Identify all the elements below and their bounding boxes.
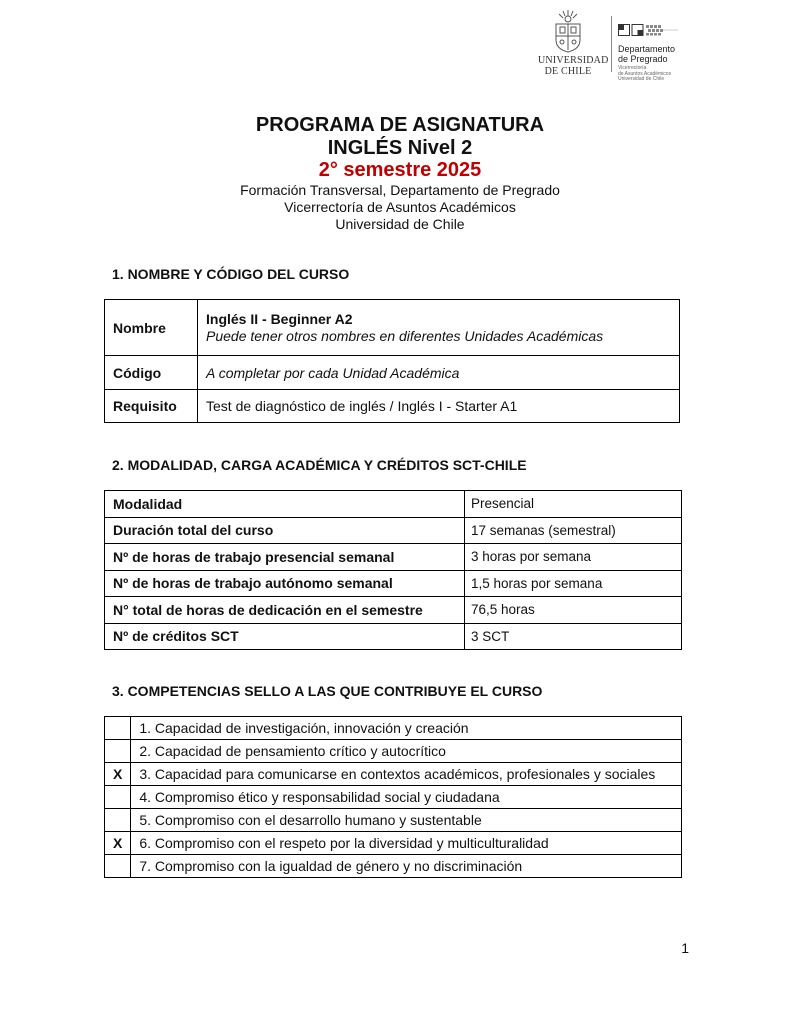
- table-row: [105, 809, 682, 832]
- row-label: Nº de créditos SCT: [105, 623, 465, 650]
- competency-text: 5. Compromiso con el desarrollo humano y sustentable: [131, 809, 682, 832]
- row-label: Requisito: [105, 390, 198, 423]
- table-row: [105, 390, 680, 423]
- table-row: [105, 623, 682, 650]
- department-subtitle: Vicerrectoría de Asuntos Académicos Universidad de Chile: [618, 65, 672, 82]
- department-mark-icon: [618, 24, 678, 36]
- table-row: [105, 855, 682, 878]
- page-number: 1: [681, 940, 689, 956]
- row-label: Nombre: [105, 300, 198, 356]
- university-name: UNIVERSIDAD DE CHILE: [538, 55, 609, 77]
- document-subtitle: INGLÉS Nivel 2: [327, 137, 473, 159]
- header-line-2: Vicerrectoría de Asuntos Académicos: [284, 199, 516, 215]
- competency-text: 1. Capacidad de investigación, innovación y creación: [131, 717, 682, 740]
- row-value: Test de diagnóstico de inglés / Inglés I - Starter A1: [198, 390, 680, 423]
- row-label: Nº de horas de trabajo presencial semanal: [105, 544, 465, 571]
- competency-mark: [105, 717, 131, 740]
- table-row: [105, 597, 682, 624]
- document-header: [0, 114, 800, 233]
- row-value: Presencial: [465, 491, 682, 518]
- competency-mark: X: [105, 763, 131, 786]
- competency-mark: [105, 786, 131, 809]
- row-value: 1,5 horas por semana: [465, 570, 682, 597]
- row-value: 3 SCT: [465, 623, 682, 650]
- competency-mark: [105, 855, 131, 878]
- table-row: [105, 786, 682, 809]
- row-label: Modalidad: [105, 491, 465, 518]
- row-label: Nº de horas de trabajo autónomo semanal: [105, 570, 465, 597]
- document-title: PROGRAMA DE ASIGNATURA: [255, 114, 545, 136]
- section-1-heading: 1. NOMBRE Y CÓDIGO DEL CURSO: [112, 266, 350, 282]
- row-value: 17 semanas (semestral): [465, 517, 682, 544]
- logo-divider: [611, 16, 612, 72]
- table-row: [105, 832, 682, 855]
- semester-label: 2° semestre 2025: [318, 159, 482, 181]
- header-line-3: Universidad de Chile: [335, 216, 465, 232]
- table-row: [105, 356, 680, 390]
- department-title: Departamento de Pregrado: [618, 44, 676, 64]
- header-line-1: Formación Transversal, Departamento de Pregrado: [240, 182, 560, 198]
- competency-text: 3. Capacidad para comunicarse en contextos académicos, profesionales y sociales: [131, 763, 682, 786]
- row-label: N° total de horas de dedicación en el semestre: [105, 597, 465, 624]
- competency-text: 2. Capacidad de pensamiento crítico y autocrítico: [131, 740, 682, 763]
- section-2-heading: 2. MODALIDAD, CARGA ACADÉMICA Y CRÉDITOS SCT-CHILE: [112, 457, 527, 473]
- row-value: [198, 300, 680, 356]
- course-name-table: [104, 299, 680, 423]
- table-row: [105, 763, 682, 786]
- competency-text: 6. Compromiso con el respeto por la diversidad y multiculturalidad: [131, 832, 682, 855]
- competency-mark: [105, 809, 131, 832]
- table-row: [105, 740, 682, 763]
- table-row: [105, 717, 682, 740]
- university-logo: [532, 8, 609, 77]
- table-row: [105, 300, 680, 356]
- course-name: Inglés II - Beginner A2: [206, 310, 353, 327]
- section-3-heading: 3. COMPETENCIAS SELLO A LAS QUE CONTRIBUYE EL CURSO: [112, 683, 543, 699]
- table-row: [105, 517, 682, 544]
- row-value: 3 horas por semana: [465, 544, 682, 571]
- competency-mark: X: [105, 832, 131, 855]
- row-label: Duración total del curso: [105, 517, 465, 544]
- department-logo: [618, 23, 698, 83]
- row-value: A completar por cada Unidad Académica: [198, 356, 680, 390]
- competencies-table: [104, 716, 682, 878]
- competency-mark: [105, 740, 131, 763]
- competency-text: 7. Compromiso con la igualdad de género y no discriminación: [131, 855, 682, 878]
- row-value: 76,5 horas: [465, 597, 682, 624]
- table-row: [105, 491, 682, 518]
- competency-text: 4. Compromiso ético y responsabilidad social y ciudadana: [131, 786, 682, 809]
- table-row: [105, 544, 682, 571]
- table-row: [105, 570, 682, 597]
- university-seal-icon: [551, 8, 585, 54]
- modality-table: [104, 490, 682, 650]
- course-name-note: Puede tener otros nombres en diferentes Unidades Académicas: [206, 327, 604, 344]
- row-label: Código: [105, 356, 198, 390]
